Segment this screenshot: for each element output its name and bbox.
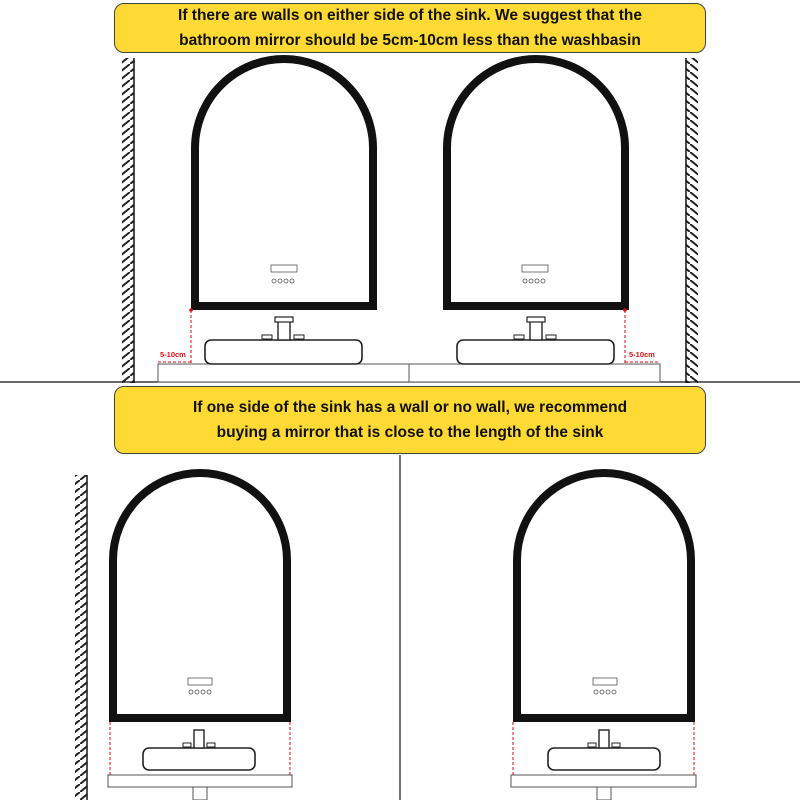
banner-middle-line-1: If one side of the sink has a wall or no wall, we recommend (192, 399, 628, 416)
bottom-panels (75, 455, 696, 800)
banner-top-line-1: If there are walls on either side of the sink. We suggest that the (178, 7, 642, 24)
mirror-left (195, 59, 373, 306)
banner-middle (114, 386, 706, 454)
dimension-label-right: 5-10cm (629, 350, 655, 359)
banner-middle-line-2: buying a mirror that is close to the length of the sink (216, 424, 604, 441)
sink-bottom-right (548, 730, 660, 770)
left-wall (122, 58, 134, 383)
counter-bottom-right (511, 775, 696, 787)
mirror-bottom-right (517, 473, 691, 718)
top-panel (0, 58, 800, 383)
right-wall (686, 58, 698, 383)
mirror-right (447, 59, 625, 306)
sink-bottom-left (143, 730, 255, 770)
banner-top (114, 3, 706, 53)
counter-bottom-left (108, 775, 292, 787)
banner-top-line-2: bathroom mirror should be 5cm-10cm less than the washbasin (179, 32, 641, 49)
dimension-label-left: 5-10cm (160, 350, 186, 359)
mirror-bottom-left (113, 473, 287, 718)
sink-left (205, 317, 362, 364)
sink-right (457, 317, 614, 364)
bottom-left-wall (75, 475, 87, 800)
